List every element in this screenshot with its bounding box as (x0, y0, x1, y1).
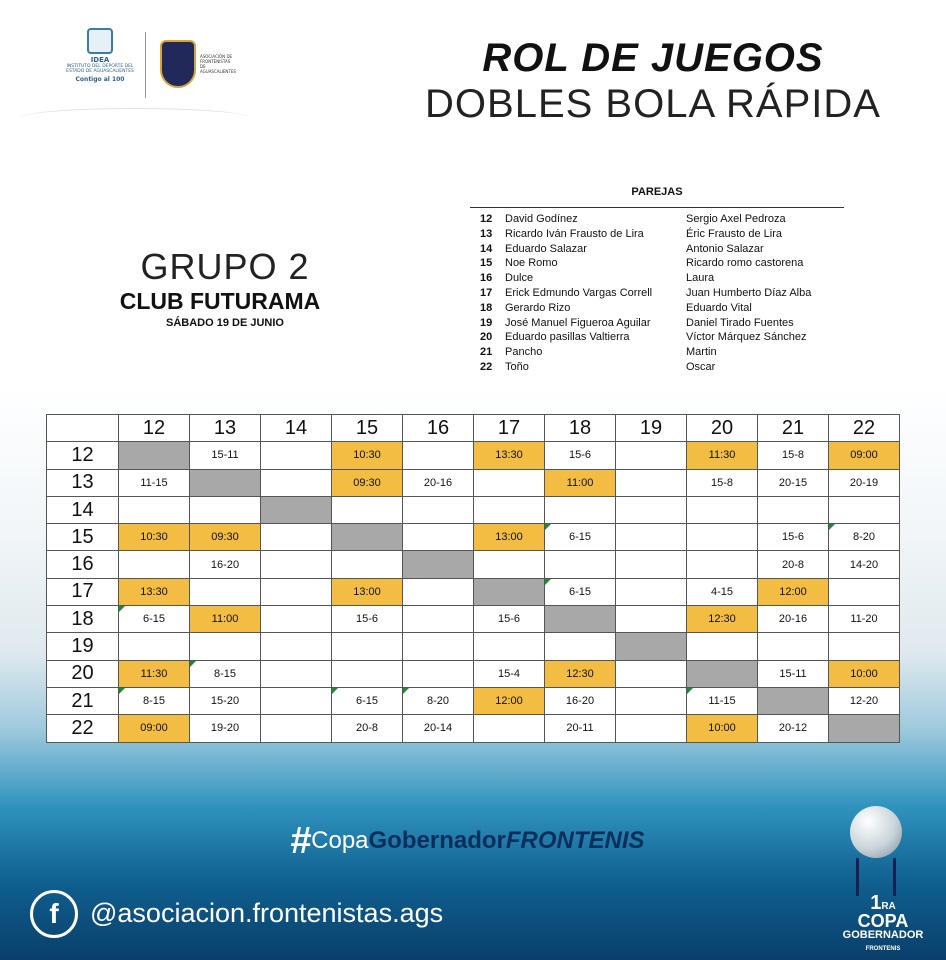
pair-number: 14 (480, 242, 493, 255)
pairs-title: PAREJAS (470, 184, 844, 208)
schedule-cell: 15-20 (190, 687, 261, 714)
schedule-cell (261, 442, 332, 469)
schedule-cell (190, 633, 261, 660)
header-logos (60, 28, 240, 108)
schedule-cell (403, 633, 474, 660)
schedule-cell: 8-20 (403, 687, 474, 714)
schedule-row-header: 13 (47, 469, 119, 496)
schedule-cell (616, 606, 687, 633)
schedule-column-header: 16 (403, 415, 474, 442)
pair-row (470, 212, 844, 227)
pair-player-b: Daniel Tirado Fuentes (686, 316, 794, 329)
schedule-cell (261, 715, 332, 742)
schedule-cell (403, 496, 474, 523)
page-title: ROL DE JUEGOS (482, 36, 824, 80)
idea-logo-title: IDEA (90, 56, 110, 64)
schedule-cell: 6-15 (545, 578, 616, 605)
schedule-cell (332, 551, 403, 578)
pair-player-a: Dulce (505, 272, 534, 285)
schedule-row (47, 606, 900, 633)
schedule-self-cell (403, 551, 474, 578)
hashtag-gobernador: Gobernador (368, 826, 506, 854)
schedule-column-header: 19 (616, 415, 687, 442)
pair-player-a: Noe Romo (505, 257, 558, 270)
schedule-cell: 20-16 (403, 469, 474, 496)
schedule-cell: 15-6 (332, 606, 403, 633)
schedule-row (47, 687, 900, 714)
schedule-cell: 15-11 (758, 660, 829, 687)
pair-row (470, 242, 844, 257)
schedule-cell: 11-15 (687, 687, 758, 714)
schedule-corner-cell (47, 415, 119, 442)
hashtag-copa: Copa (311, 826, 369, 854)
schedule-self-cell (758, 687, 829, 714)
schedule-cell (545, 551, 616, 578)
schedule-row (47, 715, 900, 742)
pair-player-b: Víctor Márquez Sánchez (686, 331, 807, 344)
schedule-cell: 15-6 (758, 524, 829, 551)
schedule-self-cell (332, 524, 403, 551)
trophy-icon (856, 858, 896, 896)
schedule-time-cell: 12:00 (758, 578, 829, 605)
schedule-cell (403, 606, 474, 633)
schedule-column-header: 13 (190, 415, 261, 442)
schedule-cell (403, 578, 474, 605)
schedule-cell (261, 633, 332, 660)
schedule-cell: 16-20 (190, 551, 261, 578)
schedule-self-cell (545, 606, 616, 633)
pair-player-a: Ricardo Iván Frausto de Lira (505, 227, 644, 240)
pair-player-a: Eduardo pasillas Valtierra (505, 331, 630, 344)
social-handle: @asociacion.frontenistas.ags (90, 898, 444, 928)
schedule-cell: 15-6 (545, 442, 616, 469)
schedule-time-cell: 10:30 (119, 524, 190, 551)
pairs-rows (470, 212, 844, 375)
pair-number: 19 (480, 316, 493, 329)
schedule-cell (687, 633, 758, 660)
schedule-row (47, 496, 900, 523)
club-name: CLUB FUTURAMA (119, 288, 321, 314)
pairs-list (470, 184, 844, 375)
hashtag-symbol: # (290, 820, 312, 862)
schedule-self-cell (616, 633, 687, 660)
schedule-body (47, 442, 900, 742)
schedule-cell (758, 496, 829, 523)
facebook-icon[interactable]: f (30, 890, 78, 938)
schedule-cell: 6-15 (332, 687, 403, 714)
schedule-row-header: 20 (47, 660, 119, 687)
schedule-cell (119, 551, 190, 578)
cup-frontenis: FRONTENIS (865, 946, 901, 952)
schedule-cell (261, 606, 332, 633)
schedule-cell (119, 633, 190, 660)
schedule-row (47, 469, 900, 496)
schedule-cell: 15-4 (474, 660, 545, 687)
schedule-cell: 20-8 (332, 715, 403, 742)
schedule-cell (616, 442, 687, 469)
idea-logo-subtitle: INSTITUTO DEL DEPORTE DEL ESTADO DE AGUASCALIENTES (66, 64, 134, 74)
schedule-cell (616, 496, 687, 523)
pair-number: 20 (480, 331, 493, 344)
schedule-time-cell: 10:00 (829, 660, 900, 687)
schedule-self-cell (190, 469, 261, 496)
pair-row (470, 271, 844, 286)
page-subtitle: DOBLES BOLA RÁPIDA (425, 82, 881, 126)
schedule-cell (474, 496, 545, 523)
schedule-time-cell: 10:30 (332, 442, 403, 469)
schedule-self-cell (687, 660, 758, 687)
pair-number: 17 (480, 286, 493, 299)
schedule-time-cell: 11:30 (119, 660, 190, 687)
schedule-column-header: 12 (119, 415, 190, 442)
pair-number: 22 (480, 360, 493, 373)
pair-row (470, 256, 844, 271)
schedule-cell (261, 687, 332, 714)
schedule-self-cell (474, 578, 545, 605)
schedule-cell (687, 524, 758, 551)
schedule-cell (616, 551, 687, 578)
schedule-cell (687, 551, 758, 578)
schedule-row-header: 21 (47, 687, 119, 714)
schedule-cell (403, 660, 474, 687)
schedule-self-cell (261, 496, 332, 523)
schedule-self-cell (119, 442, 190, 469)
schedule-cell: 19-20 (190, 715, 261, 742)
schedule-cell (616, 660, 687, 687)
association-logo-text: ASOCIACIÓN DE FRONTENISTAS DE AGUASCALIENTES (200, 54, 236, 74)
schedule-cell (119, 496, 190, 523)
pair-player-b: Ricardo romo castorena (686, 257, 804, 270)
schedule-header-row (47, 415, 900, 442)
pair-row (470, 227, 844, 242)
pair-player-a: José Manuel Figueroa Aguilar (505, 316, 651, 329)
pair-row (470, 301, 844, 316)
schedule-column-header: 18 (545, 415, 616, 442)
pair-player-a: Toño (505, 360, 529, 373)
schedule-time-cell: 09:00 (829, 442, 900, 469)
schedule-cell (190, 578, 261, 605)
pair-player-b: Martin (686, 346, 717, 359)
schedule-time-cell: 11:30 (687, 442, 758, 469)
schedule-time-cell: 13:30 (474, 442, 545, 469)
schedule-time-cell: 09:30 (190, 524, 261, 551)
schedule-column-header: 22 (829, 415, 900, 442)
pair-player-a: David Godínez (505, 213, 578, 225)
schedule-cell: 8-20 (829, 524, 900, 551)
schedule-cell (829, 633, 900, 660)
idea-logo (60, 28, 140, 83)
pair-number: 18 (480, 301, 493, 314)
pair-player-b: Éric Frausto de Lira (686, 227, 782, 240)
pair-player-b: Laura (686, 272, 715, 285)
schedule-time-cell: 10:00 (687, 715, 758, 742)
schedule-time-cell: 13:00 (474, 524, 545, 551)
schedule-cell: 11-20 (829, 606, 900, 633)
schedule-column-header: 20 (687, 415, 758, 442)
schedule-time-cell: 12:00 (474, 687, 545, 714)
idea-logo-tagline: Contigo al 100 (75, 76, 125, 83)
schedule-cell (545, 496, 616, 523)
schedule-row-header: 19 (47, 633, 119, 660)
campaign-hashtag (290, 820, 645, 863)
schedule-cell (190, 496, 261, 523)
schedule-time-cell: 11:00 (545, 469, 616, 496)
schedule-row (47, 660, 900, 687)
pair-row (470, 345, 844, 360)
schedule-row-header: 16 (47, 551, 119, 578)
schedule-cell (616, 524, 687, 551)
cup-edition-suffix: RA (881, 901, 896, 912)
schedule-cell: 12-20 (829, 687, 900, 714)
schedule-cell: 16-20 (545, 687, 616, 714)
schedule-cell: 15-8 (758, 442, 829, 469)
schedule-time-cell: 13:00 (332, 578, 403, 605)
schedule-cell: 4-15 (687, 578, 758, 605)
schedule-cell: 20-12 (758, 715, 829, 742)
schedule-cell (616, 715, 687, 742)
schedule-cell: 11-15 (119, 469, 190, 496)
pair-number: 13 (480, 227, 493, 240)
schedule-cell: 14-20 (829, 551, 900, 578)
schedule-cell (474, 715, 545, 742)
pair-player-b: Sergio Axel Pedroza (686, 213, 786, 225)
cup-logo-text (838, 892, 928, 956)
schedule-cell: 20-19 (829, 469, 900, 496)
schedule-cell (616, 578, 687, 605)
schedule-time-cell: 12:30 (687, 606, 758, 633)
ball-icon (850, 806, 902, 858)
schedule-cell (261, 578, 332, 605)
pair-row (470, 330, 844, 345)
schedule-cell: 8-15 (119, 687, 190, 714)
pair-player-b: Oscar (686, 360, 716, 373)
idea-emblem-icon (87, 28, 113, 54)
schedule-cell: 20-14 (403, 715, 474, 742)
schedule-cell (332, 496, 403, 523)
header-curve-decoration (20, 108, 250, 128)
schedule-row (47, 524, 900, 551)
schedule-column-header: 15 (332, 415, 403, 442)
schedule-row-header: 17 (47, 578, 119, 605)
schedule-cell (403, 524, 474, 551)
schedule-cell (687, 496, 758, 523)
pair-row (470, 286, 844, 301)
schedule-self-cell (829, 715, 900, 742)
schedule-cell (758, 633, 829, 660)
schedule-row-header: 22 (47, 715, 119, 742)
schedule-cell (474, 551, 545, 578)
pair-number: 15 (480, 257, 493, 270)
schedule-time-cell: 12:30 (545, 660, 616, 687)
cup-logo (838, 800, 928, 950)
schedule-cell: 15-8 (687, 469, 758, 496)
pair-number: 16 (480, 272, 493, 285)
group-name: GRUPO 2 (140, 246, 310, 287)
pair-player-b: Antonio Salazar (686, 242, 764, 255)
match-date: SÁBADO 19 DE JUNIO (166, 317, 284, 329)
schedule-row-header: 18 (47, 606, 119, 633)
schedule-cell (261, 469, 332, 496)
schedule-cell (616, 469, 687, 496)
schedule-cell (332, 660, 403, 687)
pair-player-a: Eduardo Salazar (505, 242, 587, 255)
schedule-cell (261, 524, 332, 551)
schedule-cell: 8-15 (190, 660, 261, 687)
schedule-cell: 6-15 (119, 606, 190, 633)
pair-row (470, 316, 844, 331)
schedule-table (46, 414, 900, 743)
schedule-cell: 20-15 (758, 469, 829, 496)
pair-player-b: Juan Humberto Díaz Alba (686, 286, 812, 299)
pair-player-a: Gerardo Rizo (505, 301, 571, 314)
schedule-cell: 6-15 (545, 524, 616, 551)
schedule-row (47, 551, 900, 578)
hashtag-frontenis: FRONTENIS (505, 826, 645, 854)
schedule-row (47, 578, 900, 605)
cup-edition-number: 1 (870, 892, 882, 914)
cup-copa: COPA (857, 911, 909, 931)
schedule-row-header: 15 (47, 524, 119, 551)
schedule-cell (261, 660, 332, 687)
schedule-cell (545, 633, 616, 660)
association-shield-icon (160, 40, 196, 88)
schedule-row-header: 14 (47, 496, 119, 523)
cup-gobernador: GOBERNADOR (842, 929, 924, 941)
schedule-row (47, 633, 900, 660)
schedule-time-cell: 11:00 (190, 606, 261, 633)
schedule-cell: 15-6 (474, 606, 545, 633)
schedule-cell (829, 496, 900, 523)
schedule-cell: 20-11 (545, 715, 616, 742)
schedule-cell (829, 578, 900, 605)
schedule-row-header: 12 (47, 442, 119, 469)
pair-row (470, 360, 844, 375)
schedule-cell (616, 687, 687, 714)
schedule-time-cell: 09:00 (119, 715, 190, 742)
schedule-cell (261, 551, 332, 578)
pair-number: 12 (480, 213, 493, 225)
schedule-cell: 20-16 (758, 606, 829, 633)
schedule-row (47, 442, 900, 469)
schedule-cell: 20-8 (758, 551, 829, 578)
schedule-column-header: 14 (261, 415, 332, 442)
schedule-cell (474, 633, 545, 660)
schedule-cell (403, 442, 474, 469)
schedule-cell (332, 633, 403, 660)
logo-divider (145, 32, 146, 98)
pair-number: 21 (480, 346, 493, 359)
schedule-time-cell: 13:30 (119, 578, 190, 605)
pair-player-b: Eduardo Vital (686, 301, 752, 314)
pair-player-a: Erick Edmundo Vargas Correll (505, 286, 653, 299)
schedule-cell (474, 469, 545, 496)
pair-player-a: Pancho (505, 346, 543, 359)
schedule-cell: 15-11 (190, 442, 261, 469)
schedule-column-header: 21 (758, 415, 829, 442)
schedule-time-cell: 09:30 (332, 469, 403, 496)
schedule-column-header: 17 (474, 415, 545, 442)
